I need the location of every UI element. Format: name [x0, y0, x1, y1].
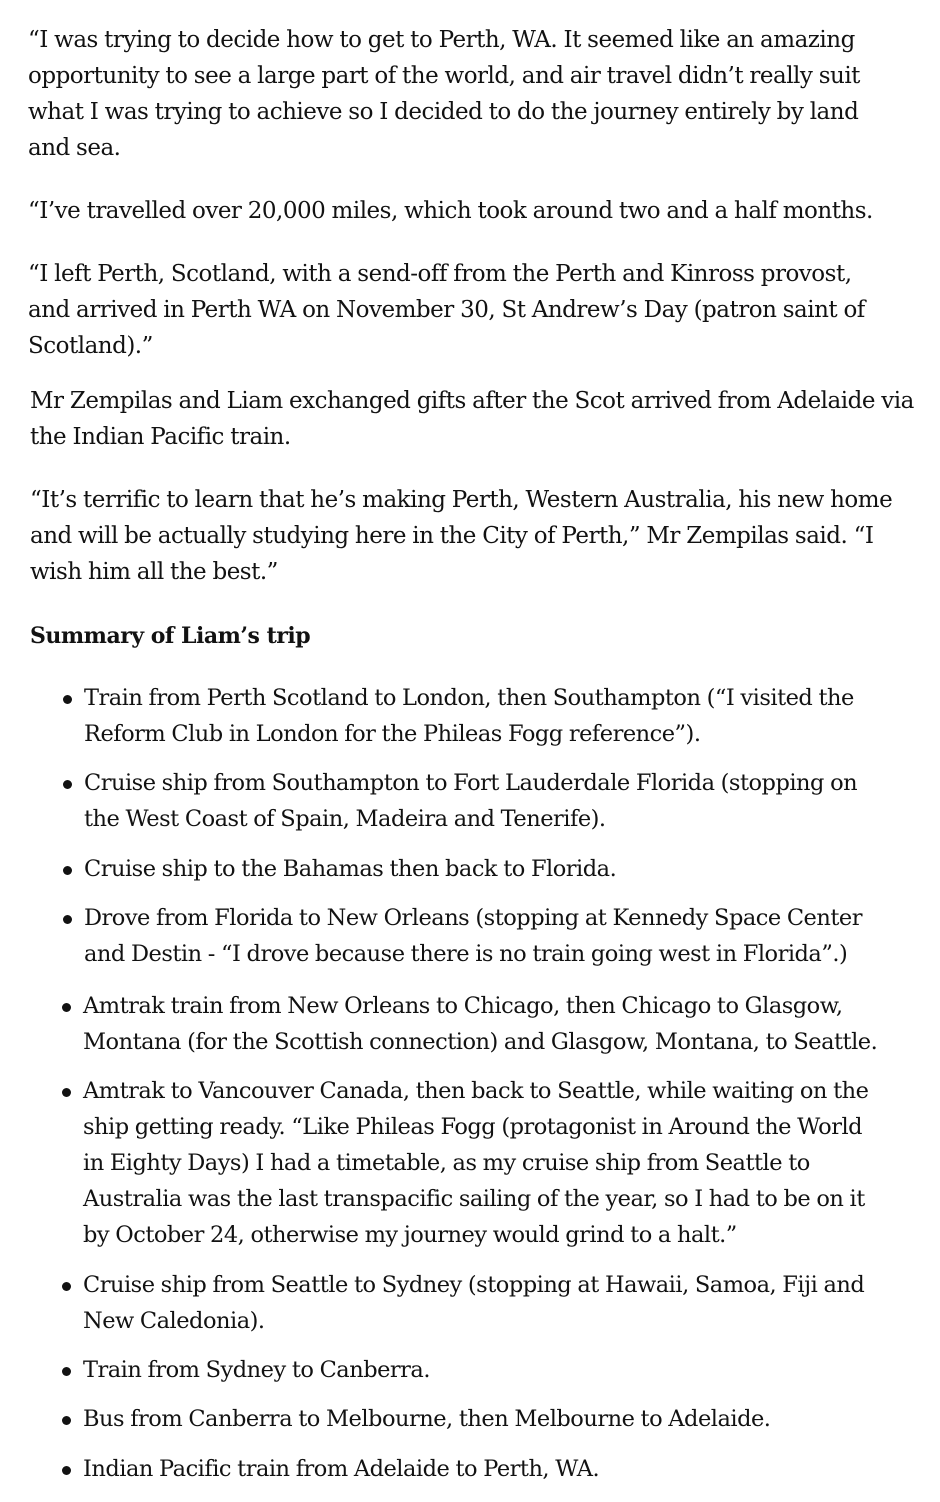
- bullet-dot-icon: [63, 780, 72, 789]
- bullet-dot-icon: [62, 1088, 71, 1097]
- text-line: and sea.: [28, 135, 121, 161]
- text-line: Train from Perth Scotland to London, then Southampton (“I visited the: [84, 685, 854, 711]
- list-item: [84, 900, 862, 972]
- text-line: and will be actually studying here in the City of Perth,” Mr Zempilas said. “I: [30, 523, 874, 549]
- text-line: Scotland).”: [28, 333, 153, 359]
- quote-paragraph-zempilas: [30, 482, 892, 590]
- bullet-dot-icon: [63, 915, 72, 924]
- bullet-dot-icon: [62, 1003, 71, 1012]
- list-item: [83, 1267, 864, 1339]
- text-line: opportunity to see a large part of the world, and air travel didn’t really suit: [28, 63, 860, 89]
- text-line: what I was trying to achieve so I decided to do the journey entirely by land: [28, 99, 859, 125]
- text-line: “I’ve travelled over 20,000 miles, which took around two and a half months.: [28, 198, 873, 224]
- list-item: [84, 765, 857, 837]
- text-line: Cruise ship to the Bahamas then back to Florida.: [84, 856, 617, 882]
- text-line: the West Coast of Spain, Madeira and Tenerife).: [84, 806, 606, 832]
- text-line: Australia was the last transpacific sailing of the year, so I had to be on it: [83, 1186, 865, 1212]
- text-line: “I was trying to decide how to get to Perth, WA. It seemed like an amazing: [28, 27, 855, 53]
- bullet-dot-icon: [63, 866, 72, 875]
- text-line: “I left Perth, Scotland, with a send-off from the Perth and Kinross provost,: [28, 261, 852, 287]
- text-line: in Eighty Days) I had a timetable, as my cruise ship from Seattle to: [83, 1150, 810, 1176]
- text-line: “It’s terrific to learn that he’s making Perth, Western Australia, his new home: [30, 487, 893, 513]
- text-line: Cruise ship from Southampton to Fort Lauderdale Florida (stopping on: [84, 770, 858, 796]
- list-item: [83, 1401, 770, 1437]
- text-line: by October 24, otherwise my journey would grind to a halt.”: [83, 1222, 737, 1248]
- bullet-dot-icon: [62, 1416, 71, 1425]
- text-line: wish him all the best.”: [30, 559, 278, 585]
- text-line: New Caledonia).: [83, 1308, 265, 1334]
- bullet-dot-icon: [62, 1367, 71, 1376]
- list-item: [83, 988, 877, 1060]
- quote-paragraph-departure: [28, 256, 865, 364]
- text-line: Montana (for the Scottish connection) and Glasgow, Montana, to Seattle.: [83, 1029, 878, 1055]
- text-line: Amtrak train from New Orleans to Chicago, then Chicago to Glasgow,: [83, 993, 843, 1019]
- text-line: and arrived in Perth WA on November 30, St Andrew’s Day (patron saint of: [28, 297, 865, 323]
- quote-paragraph-distance: [28, 193, 873, 229]
- bullet-dot-icon: [62, 1466, 71, 1475]
- text-line: Amtrak to Vancouver Canada, then back to Seattle, while waiting on the: [83, 1078, 869, 1104]
- list-item: [84, 680, 854, 752]
- text-line: Indian Pacific train from Adelaide to Perth, WA.: [83, 1456, 600, 1482]
- text-line: the Indian Pacific train.: [30, 424, 291, 450]
- text-line: Cruise ship from Seattle to Sydney (stopping at Hawaii, Samoa, Fiji and: [83, 1272, 865, 1298]
- text-line: Reform Club in London for the Phileas Fogg reference”).: [84, 721, 701, 747]
- text-line: and Destin - “I drove because there is no train going west in Florida”.): [84, 941, 848, 967]
- list-item: [83, 1073, 868, 1253]
- text-line: Mr Zempilas and Liam exchanged gifts after the Scot arrived from Adelaide via: [30, 388, 914, 414]
- paragraph-gift-exchange: [30, 383, 914, 455]
- bullet-dot-icon: [62, 1282, 71, 1291]
- bullet-dot-icon: [63, 695, 72, 704]
- list-item: [84, 851, 616, 887]
- list-item: [83, 1352, 430, 1388]
- text-line: Drove from Florida to New Orleans (stopping at Kennedy Space Center: [84, 905, 862, 931]
- text-line: ship getting ready. “Like Phileas Fogg (protagonist in Around the World: [83, 1114, 863, 1140]
- quote-paragraph-travel-decision: [28, 22, 860, 166]
- list-item: [83, 1451, 599, 1487]
- text-line: Bus from Canberra to Melbourne, then Melbourne to Adelaide.: [83, 1406, 771, 1432]
- text-line: Train from Sydney to Canberra.: [83, 1357, 430, 1383]
- summary-heading: Summary of Liam’s trip: [30, 623, 311, 649]
